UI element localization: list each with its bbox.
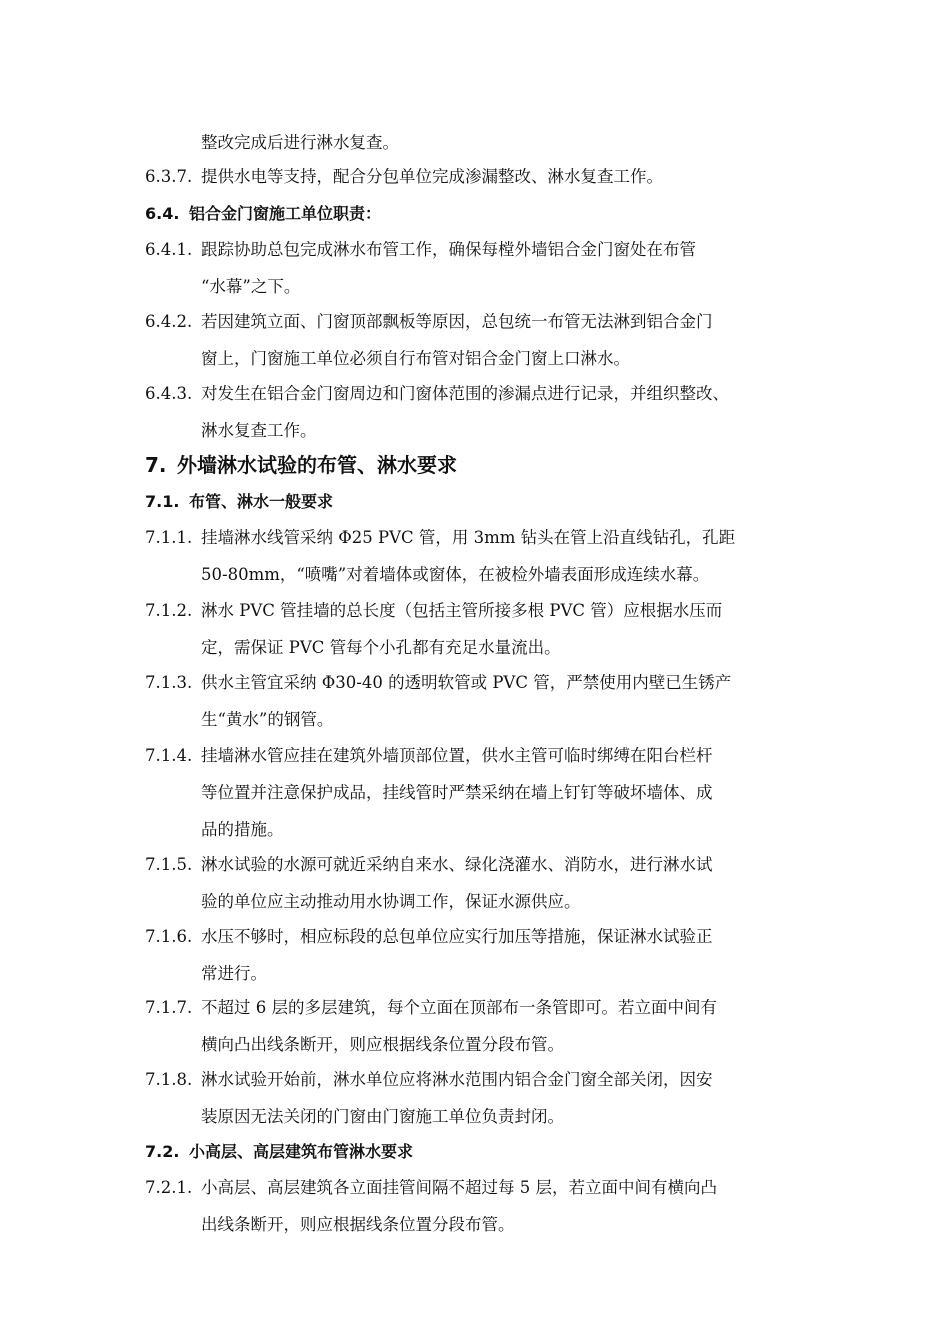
clause-number: 6.4.3. xyxy=(145,384,193,403)
clause-number: 7.2.1. xyxy=(145,1178,193,1197)
heading-6-4 xyxy=(145,195,381,232)
clause-number: 7.1.6. xyxy=(145,927,193,946)
clause-text: 常进行。 xyxy=(201,964,267,983)
clause-7-1-5 xyxy=(145,846,815,920)
clause-text: 横向凸出线条断开，则应根据线条位置分段布管。 xyxy=(201,1035,564,1054)
clause-number: 7.1.7. xyxy=(145,998,193,1017)
heading-7 xyxy=(145,445,457,485)
clause-number: 7.1.4. xyxy=(145,746,193,765)
clause-text: 小高层、高层建筑各立面挂管间隔不超过每 5 层，若立面中间有横向凸 xyxy=(201,1178,717,1197)
clause-text: 生“黄水”的钢管。 xyxy=(201,710,334,729)
clause-6-4-1 xyxy=(145,231,815,305)
clause-text: 淋水试验的水源可就近采纳自来水、绿化浇灌水、消防水，进行淋水试 xyxy=(201,855,713,874)
heading-7-1 xyxy=(145,483,333,520)
heading-number: 6.4. xyxy=(145,204,180,223)
clause-number: 6.4.2. xyxy=(145,312,193,331)
clause-number: 7.1.8. xyxy=(145,1070,193,1089)
clause-7-1-8 xyxy=(145,1061,815,1135)
clause-text: 不超过 6 层的多层建筑，每个立面在顶部布一条管即可。若立面中间有 xyxy=(201,998,717,1017)
heading-number: 7.1. xyxy=(145,492,180,511)
clause-text: 供水主管宜采纳 Φ30-40 的透明软管或 PVC 管，严禁使用内壁已生锈产 xyxy=(201,673,732,692)
clause-text: 等位置并注意保护成品，挂线管时严禁采纳在墙上钉钉等破坏墙体、成 xyxy=(201,783,713,802)
clause-text: 定，需保证 PVC 管每个小孔都有充足水量流出。 xyxy=(201,638,561,657)
clause-6-4-2 xyxy=(145,303,815,377)
clause-number: 7.1.5. xyxy=(145,855,193,874)
clause-6-4-3 xyxy=(145,375,815,449)
heading-title: 外墙淋水试验的布管、淋水要求 xyxy=(177,453,457,477)
clause-text: “水幕”之下。 xyxy=(201,277,301,296)
clause-text: 验的单位应主动推动用水协调工作，保证水源供应。 xyxy=(201,892,581,911)
clause-text: 淋水 PVC 管挂墙的总长度（包括主管所接多根 PVC 管）应根据水压而 xyxy=(201,601,723,620)
clause-text: 出线条断开，则应根据线条位置分段布管。 xyxy=(201,1215,515,1234)
clause-7-1-7 xyxy=(145,989,815,1063)
clause-number: 7.1.3. xyxy=(145,673,193,692)
clause-6-3-7 xyxy=(145,158,815,195)
clause-number: 7.1.2. xyxy=(145,601,193,620)
heading-title: 布管、淋水一般要求 xyxy=(189,492,334,511)
clause-text: 挂墙淋水线管采纳 Φ25 PVC 管，用 3mm 钻头在管上沿直线钻孔，孔距 xyxy=(201,528,736,547)
clause-text: 窗上，门窗施工单位必须自行布管对铝合金门窗上口淋水。 xyxy=(201,349,630,368)
heading-number: 7.2. xyxy=(145,1142,180,1161)
clause-7-1-4 xyxy=(145,737,815,848)
heading-title: 小高层、高层建筑布管淋水要求 xyxy=(189,1142,414,1161)
clause-text: 提供水电等支持，配合分包单位完成渗漏整改、淋水复查工作。 xyxy=(201,167,663,186)
clause-7-1-2 xyxy=(145,592,815,666)
clause-text: 装原因无法关闭的门窗由门窗施工单位负责封闭。 xyxy=(201,1107,564,1126)
clause-number: 7.1.1. xyxy=(145,528,193,547)
clause-number: 6.3.7. xyxy=(145,167,193,186)
clause-text: 50-80mm，“喷嘴”对着墙体或窗体，在被检外墙表面形成连续水幕。 xyxy=(201,565,710,584)
heading-title: 铝合金门窗施工单位职责： xyxy=(189,204,382,223)
clause-7-1-3 xyxy=(145,664,815,738)
heading-number: 7. xyxy=(145,453,167,477)
clause-text: 若因建筑立面、门窗顶部飘板等原因，总包统一布管无法淋到铝合金门 xyxy=(201,312,713,331)
clause-text: 跟踪协助总包完成淋水布管工作，确保每樘外墙铝合金门窗处在布管 xyxy=(201,240,696,259)
clause-text: 对发生在铝合金门窗周边和门窗体范围的渗漏点进行记录，并组织整改、 xyxy=(201,384,729,403)
clause-number: 6.4.1. xyxy=(145,240,193,259)
heading-7-2 xyxy=(145,1133,413,1170)
clause-text: 挂墙淋水管应挂在建筑外墙顶部位置，供水主管可临时绑缚在阳台栏杆 xyxy=(201,746,713,765)
clause-7-1-6 xyxy=(145,918,815,992)
clause-text: 水压不够时，相应标段的总包单位应实行加压等措施，保证淋水试验正 xyxy=(201,927,713,946)
clause-7-1-1 xyxy=(145,519,815,593)
clause-text: 淋水复查工作。 xyxy=(201,421,317,440)
clause-text: 淋水试验开始前，淋水单位应将淋水范围内铝合金门窗全部关闭，因安 xyxy=(201,1070,713,1089)
clause-7-2-1 xyxy=(145,1169,815,1243)
clause-text: 品的措施。 xyxy=(201,820,284,839)
continuation-text: 整改完成后进行淋水复查。 xyxy=(201,133,399,152)
